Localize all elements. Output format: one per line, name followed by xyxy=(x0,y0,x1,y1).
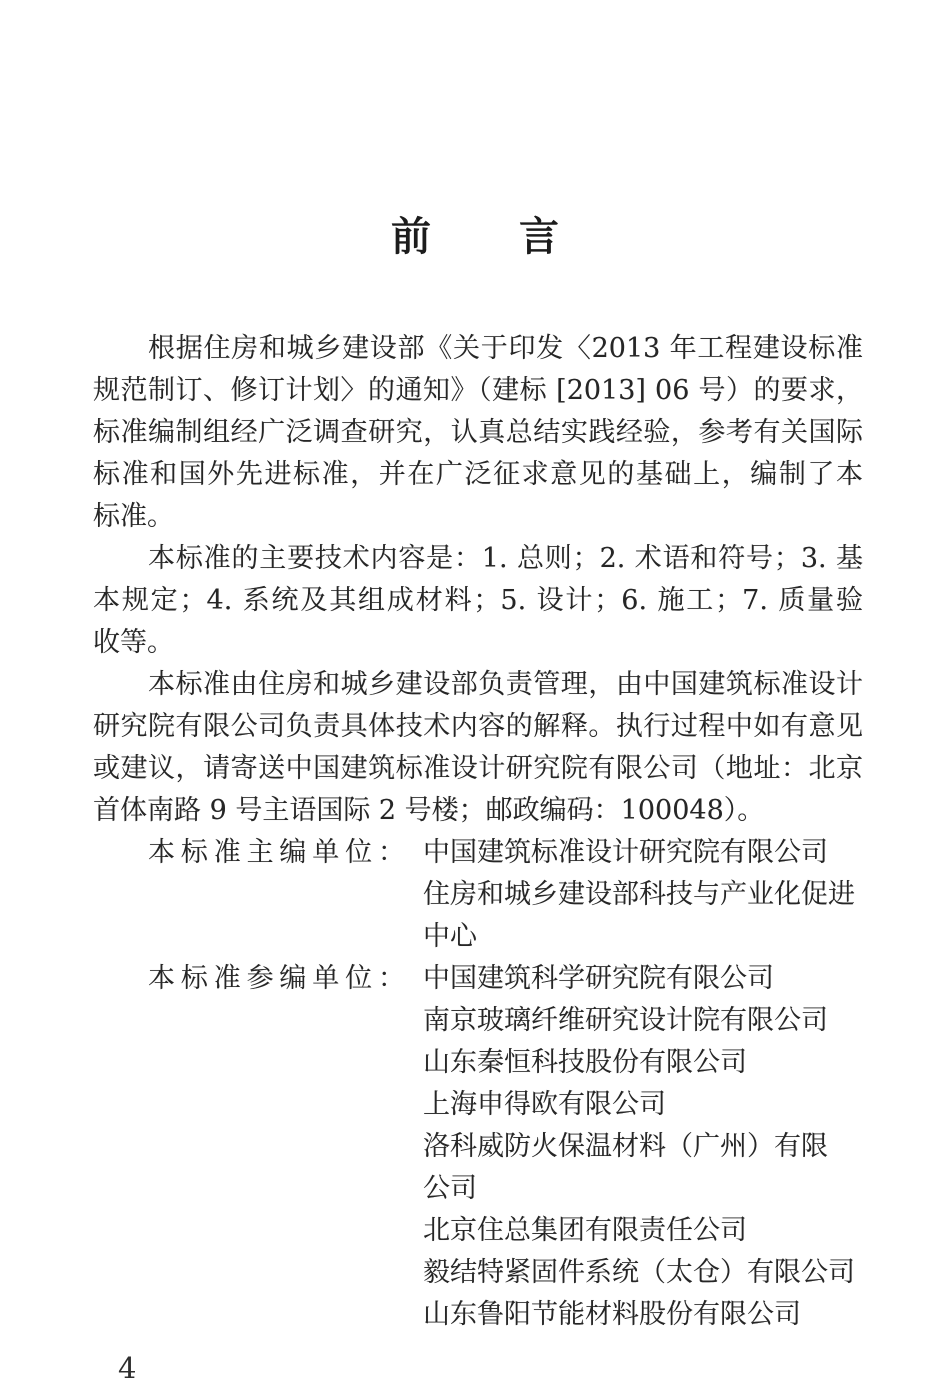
unit-name: 山东鲁阳节能材料股份有限公司 xyxy=(423,1299,801,1330)
unit-name: 洛科威防火保温材料（广州）有限 xyxy=(423,1131,828,1162)
unit-name: 中国建筑标准设计研究院有限公司 xyxy=(423,837,828,868)
unit-name: 南京玻璃纤维研究设计院有限公司 xyxy=(423,1005,828,1036)
text-line: 本规定；4. 系统及其组成材料；5. 设计；6. 施工；7. 质量验 xyxy=(93,585,863,616)
text-line: 标准编制组经广泛调查研究，认真总结实践经验，参考有关国际 xyxy=(93,417,863,448)
page-number: 4 xyxy=(118,1351,137,1385)
text-line: 本标准的主要技术内容是：1. 总则；2. 术语和符号；3. 基 xyxy=(148,543,863,574)
text-line: 研究院有限公司负责具体技术内容的解释。执行过程中如有意见 xyxy=(93,711,863,742)
unit-name: 上海申得欧有限公司 xyxy=(423,1089,666,1120)
text-line: 标准和国外先进标准，并在广泛征求意见的基础上，编制了本 xyxy=(93,459,863,490)
unit-name: 北京住总集团有限责任公司 xyxy=(423,1215,747,1246)
unit-name: 山东秦恒科技股份有限公司 xyxy=(423,1047,747,1078)
page-title xyxy=(0,214,950,260)
document-body xyxy=(93,328,863,1336)
text-line: 本标准由住房和城乡建设部负责管理，由中国建筑标准设计 xyxy=(148,669,863,700)
participating-editors-row xyxy=(93,958,863,1000)
text-line: 首体南路 9 号主语国际 2 号楼；邮政编码：100048）。 xyxy=(93,795,765,826)
unit-name: 公司 xyxy=(423,1173,477,1204)
chief-editor-label: 本标准主编单位： xyxy=(148,837,405,868)
text-line: 根据住房和城乡建设部《关于印发〈2013 年工程建设标准 xyxy=(148,333,863,364)
paragraph-3 xyxy=(93,664,863,832)
page-title-char-2: 言 xyxy=(519,213,559,260)
participating-editors-label: 本标准参编单位： xyxy=(148,963,405,994)
unit-name: 毅结特紧固件系统（太仓）有限公司 xyxy=(423,1257,855,1288)
text-line: 标准。 xyxy=(93,501,174,532)
paragraph-1 xyxy=(93,328,863,538)
text-line: 收等。 xyxy=(93,627,174,658)
chief-editor-section xyxy=(93,832,863,958)
unit-name: 住房和城乡建设部科技与产业化促进 xyxy=(423,879,855,910)
chief-editor-row xyxy=(93,832,863,874)
page-title-char-1: 前 xyxy=(391,213,431,260)
paragraph-2 xyxy=(93,538,863,664)
text-line: 或建议，请寄送中国建筑标准设计研究院有限公司（地址：北京 xyxy=(93,753,863,784)
unit-name: 中心 xyxy=(423,921,477,952)
unit-name: 中国建筑科学研究院有限公司 xyxy=(423,963,774,994)
participating-editors-section xyxy=(93,958,863,1336)
text-line: 规范制订、修订计划〉的通知》（建标 [2013] 06 号）的要求， xyxy=(93,375,863,406)
